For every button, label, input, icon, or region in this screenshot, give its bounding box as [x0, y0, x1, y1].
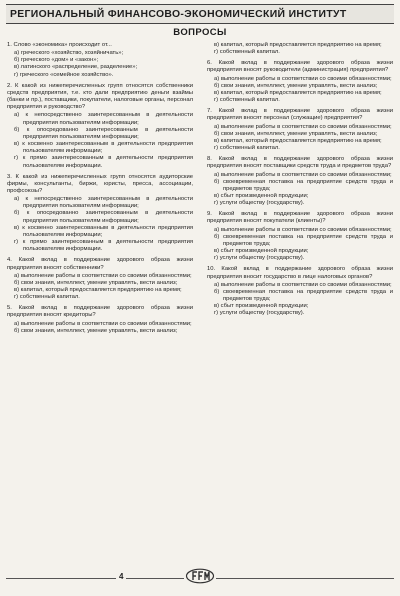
answer-option: б) своевременная поставка на предприятие средств труда и предметов труда; — [214, 178, 393, 192]
left-column — [7, 42, 193, 339]
question-text: 2. К какой из нижеперечисленных групп относятся собственники средств предприятия, т.е. кто дали предприятию деньги взаймы (банки и пр.), поставщики, покупатели, налоговые органы, персонал предприятия и руководство? — [7, 82, 193, 111]
right-column — [207, 42, 393, 321]
answer-option: в) к косвенно заинтересованным в деятельности предприятия пользователям информации; — [14, 224, 193, 238]
answer-option: в) сбыт произведенной продукции; — [214, 303, 309, 310]
answer-option: б) свои знания, интеллект, умение управлять, вести анализ; — [14, 279, 178, 286]
answer-option: в) к косвенно заинтересованным в деятельности предприятия пользователям информации; — [14, 141, 193, 155]
answer-option: в) капитал, который предоставляется предприятию на время; — [214, 137, 382, 144]
page-header: РЕГИОНАЛЬНЫЙ ФИНАНСОВО-ЭКОНОМИЧЕСКИЙ ИНСТИТУТ — [6, 4, 394, 24]
question-text: 4. Какой вклад в поддержание здорового образа жизни предприятия вносят собственники? — [7, 257, 193, 271]
question-block — [7, 42, 193, 79]
answer-option: в) капитал, который предоставляется предприятию на время; — [14, 287, 182, 293]
question-text: 5. Какой вклад в поддержание здорового образа жизни предприятия вносят кредиторы? — [7, 305, 193, 319]
answer-option: а) выполнение работы в соответствии со своими обязанностями; — [214, 123, 392, 130]
question-block — [207, 108, 393, 152]
question-block — [207, 60, 393, 104]
answer-option: а) греческого «хозяйство, хозяйничать»; — [14, 50, 124, 57]
answer-option: г) услуги обществу (государству). — [214, 255, 305, 262]
answer-option: г) к прямо заинтересованным в деятельности предприятия пользователям информации. — [14, 239, 193, 253]
answer-option: в) капитал, который предоставляется предприятию на время; — [214, 89, 382, 96]
question-text: 3. К какой из нижеперечисленных групп относятся аудиторские фирмы, консультанты, биржи, юристы, пресса, ассоциации, профсоюзы? — [7, 173, 193, 194]
answer-option: а) к непосредственно заинтересованным в деятельности предприятия пользователям информации; — [14, 112, 193, 126]
question-block — [207, 156, 393, 207]
answer-option: а) выполнение работы в соответствии со своими обязанностями; — [214, 281, 392, 288]
answer-option: г) к прямо заинтересованным в деятельности предприятия пользователям информации. — [14, 155, 193, 169]
answer-option: а) выполнение работы в соответствии со своими обязанностями; — [214, 226, 392, 233]
answer-option: а) выполнение работы в соответствии со своими обязанностями; — [214, 171, 392, 178]
answer-option: б) свои знания, интеллект, умение управлять, вести анализ; — [214, 82, 378, 89]
question-block — [7, 257, 193, 301]
answer-option: в) сбыт произведенной продукции; — [214, 248, 309, 255]
answer-option: г) греческого «семейное хозяйство». — [14, 71, 114, 78]
answer-option: а) выполнение работы в соответствии со своими обязанностями; — [14, 272, 192, 279]
question-block — [207, 211, 393, 262]
answer-option: в) сбыт произведенной продукции; — [214, 192, 309, 199]
question-block — [207, 266, 393, 317]
answer-option: б) к опосредованно заинтересованным в деятельности предприятия пользователям информации; — [14, 210, 193, 224]
answer-option: а) к непосредственно заинтересованным в деятельности предприятия пользователям информации; — [14, 196, 193, 210]
question-text: 6. Какой вклад в поддержание здорового образа жизни предприятия вносят руководители (администрация) предприятия? — [207, 60, 393, 74]
answer-option: г) собственный капитал. — [214, 49, 280, 56]
question-block — [207, 42, 393, 56]
question-block — [7, 174, 193, 254]
answer-option: б) своевременная поставка на предприятие средств труда и предметов труда; — [214, 288, 393, 302]
answer-option: г) собственный капитал. — [214, 145, 280, 152]
question-text: 1. Слово «экономика» происходит от... — [7, 42, 112, 48]
answer-option: г) услуги обществу (государству). — [214, 200, 305, 207]
question-text: 7. Какой вклад в поддержание здорового образа жизни предприятия вносят персонал (служащие) предприятия? — [207, 108, 393, 122]
answer-option: б) своевременная поставка на предприятие средств труда и предметов труда; — [214, 233, 393, 247]
answer-option: в) капитал, который предоставляется предприятию на время; — [214, 42, 382, 48]
answer-option: в) латинского «распределение, разделение»; — [14, 64, 138, 71]
institute-logo-icon — [184, 567, 216, 585]
answer-option: б) к опосредованно заинтересованным в деятельности предприятия пользователям информации; — [14, 126, 193, 140]
answer-option: б) греческого «дом» и «закон»; — [14, 57, 99, 64]
page-number: 4 — [116, 572, 126, 581]
section-title: ВОПРОСЫ — [173, 27, 227, 38]
question-text: 10. Какой вклад в поддержание здорового образа жизни предприятия вносит государство в лице налоговых органов? — [207, 266, 393, 280]
question-text: 9. Какой вклад в поддержание здорового образа жизни предприятия вносят покупатели (клиенты)? — [207, 211, 393, 225]
question-block — [7, 83, 193, 170]
answer-option: а) выполнение работы в соответствии со своими обязанностями; — [14, 320, 192, 327]
question-block — [7, 305, 193, 335]
answer-option: г) собственный капитал. — [14, 294, 80, 301]
question-text: 8. Какой вклад в поддержание здорового образа жизни предприятия вносят поставщики средств труда и предметов труда? — [207, 156, 393, 170]
answer-option: г) услуги обществу (государству). — [214, 310, 305, 317]
answer-option: а) выполнение работы в соответствии со своими обязанностями; — [214, 75, 392, 82]
answer-option: б) свои знания, интеллект, умение управлять, вести анализ; — [14, 327, 178, 334]
answer-option: г) собственный капитал. — [214, 97, 280, 104]
answer-option: б) свои знания, интеллект, умение управлять, вести анализ; — [214, 130, 378, 137]
